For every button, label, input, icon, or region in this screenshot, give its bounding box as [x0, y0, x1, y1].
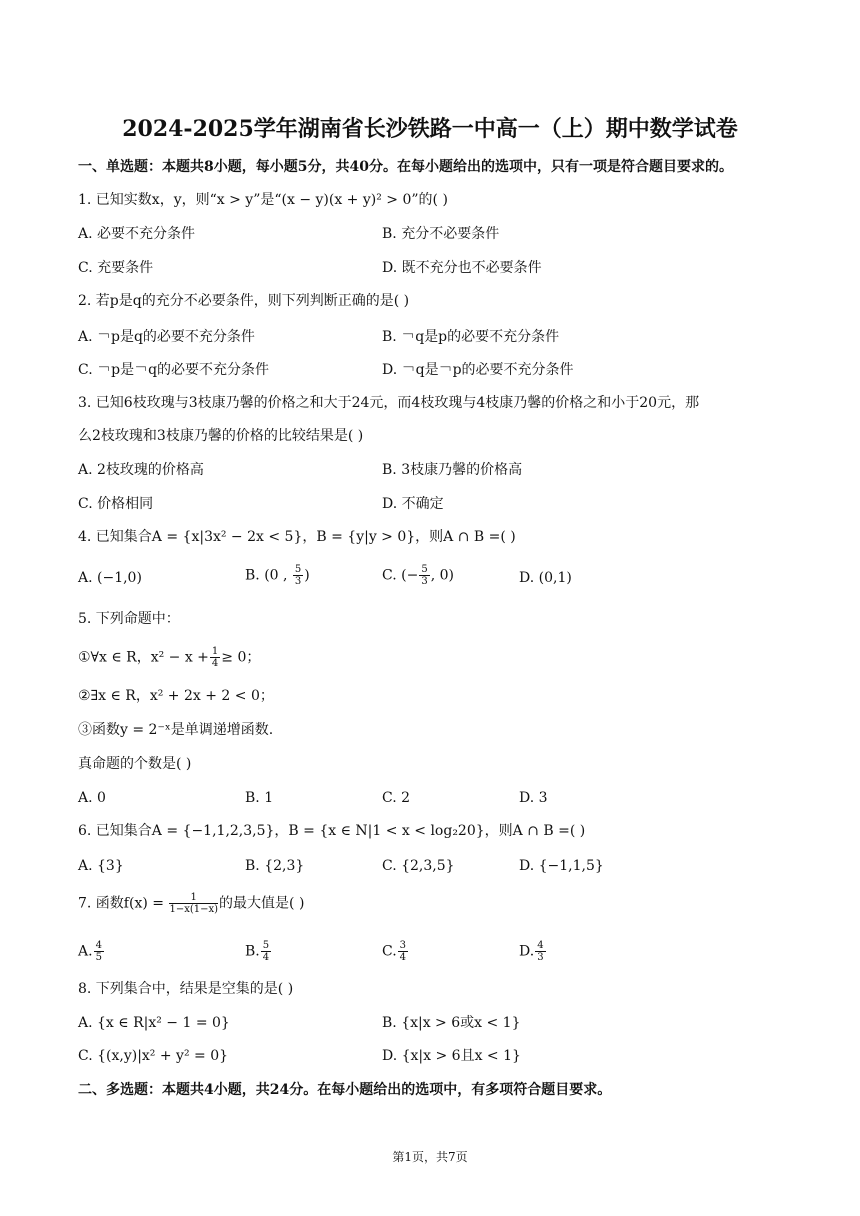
q1-option-b: B. 充分不必要条件: [382, 226, 500, 242]
q8-option-c: C. {(x,y)|x² + y² = 0}: [78, 1048, 229, 1064]
fraction-denominator: 4: [211, 658, 219, 669]
section-heading-multiple-choice: 二、多选题：本题共4小题，共24分。在每小题给出的选项中，有多项符合题目要求。: [78, 1082, 612, 1098]
q3-option-c: C. 价格相同: [78, 496, 154, 512]
q4-option-c-suffix: , 0): [430, 567, 454, 584]
proposition-1-fraction: [210, 646, 220, 669]
q7-option-c: [382, 940, 409, 963]
q4-option-b: [245, 564, 310, 587]
proposition-1-prefix: ①∀x ∈ R，x² − x +: [78, 649, 209, 666]
q6-option-b: B. {2,3}: [245, 858, 305, 874]
option-letter: C.: [382, 943, 397, 960]
q5-option-b: B. 1: [245, 790, 274, 806]
q2-option-c: C. ￢p是￢q的必要不充分条件: [78, 362, 270, 378]
fraction-numerator: 5: [294, 564, 302, 575]
q5-question: 真命题的个数是( ): [78, 756, 192, 772]
question-2-stem: 2. 若p是q的充分不必要条件，则下列判断正确的是( ): [78, 293, 410, 309]
q4-option-c-fraction: [419, 564, 429, 587]
option-letter: B.: [245, 943, 260, 960]
option-letter: A.: [78, 943, 93, 960]
fraction-denominator: 3: [294, 576, 302, 587]
q4-option-c-prefix: C. (−: [382, 567, 419, 584]
q5-proposition-1: [78, 646, 260, 669]
q7-option-d-fraction: [535, 940, 545, 963]
q8-option-b: B. {x|x > 6或x < 1}: [382, 1015, 521, 1031]
fraction-denominator: 3: [537, 952, 544, 963]
fraction-numerator: 4: [537, 940, 544, 951]
q8-option-a: A. {x ∈ R|x² − 1 = 0}: [78, 1015, 230, 1031]
question-5-stem: 5. 下列命题中：: [78, 611, 180, 627]
q3-option-d: D. 不确定: [382, 496, 444, 512]
fraction-denominator: 4: [262, 952, 270, 963]
fraction-denominator: 5: [95, 952, 102, 963]
q5-option-c: C. 2: [382, 790, 411, 806]
q7-option-b: [245, 940, 272, 963]
q3-option-b: B. 3枝康乃馨的价格高: [382, 462, 523, 478]
proposition-1-suffix: ≥ 0；: [221, 649, 261, 666]
fraction-numerator: 5: [421, 564, 428, 575]
q4-option-b-fraction: [293, 564, 303, 587]
q7-option-c-fraction: [398, 940, 408, 963]
q1-option-d: D. 既不充分也不必要条件: [382, 260, 542, 276]
question-3-stem-line1: 3. 已知6枝玫瑰与3枝康乃馨的价格之和大于24元，而4枝玫瑰与4枝康乃馨的价格之和小于20元，那: [78, 395, 700, 411]
q7-option-a-fraction: [94, 940, 104, 963]
fraction-denominator: 1−x(1−x): [169, 904, 219, 915]
q7-option-d: [519, 940, 547, 963]
question-3-stem-line2: 么2枝玫瑰和3枝康乃馨的价格的比较结果是( ): [78, 428, 364, 444]
question-6-stem: 6. 已知集合A = {−1,1,2,3,5}，B = {x ∈ N|1 < x < log₂20}，则A ∩ B =( ): [78, 823, 586, 839]
fraction-numerator: 3: [399, 940, 407, 951]
q4-option-b-prefix: B. (0 ,: [245, 567, 288, 584]
fraction-denominator: 4: [399, 952, 407, 963]
q6-option-a: A. {3}: [78, 858, 124, 874]
q2-option-a: A. ￢p是q的必要不充分条件: [78, 329, 255, 345]
q4-option-c: [382, 564, 454, 587]
q7-stem-prefix: 7. 函数f(x) =: [78, 895, 164, 912]
q5-proposition-2: ②∃x ∈ R，x² + 2x + 2 < 0；: [78, 688, 274, 704]
q7-option-a: [78, 940, 105, 963]
q6-option-c: C. {2,3,5}: [382, 858, 455, 874]
fraction-numerator: 5: [262, 940, 270, 951]
q7-stem-suffix: 的最大值是( ): [219, 895, 305, 912]
section-heading-single-choice: 一、单选题：本题共8小题，每小题5分，共40分。在每小题给出的选项中，只有一项是符合题目要求的。: [78, 159, 733, 175]
q7-fraction: [169, 892, 218, 915]
q5-proposition-3: ③函数y = 2⁻ˣ是单调递增函数.: [78, 722, 274, 738]
q8-option-d: D. {x|x > 6且x < 1}: [382, 1048, 521, 1064]
q1-option-c: C. 充要条件: [78, 260, 154, 276]
q4-option-b-suffix: ): [304, 567, 310, 584]
q5-option-a: A. 0: [78, 790, 106, 806]
q2-option-d: D. ￢q是￢p的必要不充分条件: [382, 362, 574, 378]
q5-option-d: D. 3: [519, 790, 548, 806]
question-8-stem: 8. 下列集合中，结果是空集的是( ): [78, 981, 294, 997]
page-footer: 第1页，共7页: [392, 1150, 468, 1164]
q1-option-a: A. 必要不充分条件: [78, 226, 196, 242]
fraction-denominator: 3: [421, 576, 428, 587]
fraction-numerator: 1: [211, 646, 219, 657]
q2-option-b: B. ￢q是p的必要不充分条件: [382, 329, 560, 345]
q7-option-b-fraction: [261, 940, 271, 963]
q4-option-a: A. (−1,0): [78, 570, 142, 586]
question-4-stem: 4. 已知集合A = {x|3x² − 2x < 5}，B = {y|y > 0}，则A ∩ B =( ): [78, 529, 516, 545]
option-letter: D.: [519, 943, 535, 960]
question-7-stem: [78, 892, 304, 915]
question-1-stem: 1. 已知实数x，y，则“x > y”是“(x − y)(x + y)² > 0”的( ): [78, 192, 448, 208]
fraction-numerator: 1: [169, 892, 218, 904]
q3-option-a: A. 2枝玫瑰的价格高: [78, 462, 204, 478]
q6-option-d: D. {−1,1,5}: [519, 858, 604, 874]
page-title: 2024-2025学年湖南省长沙铁路一中高一（上）期中数学试卷: [122, 116, 738, 142]
q4-option-d: D. (0,1): [519, 570, 572, 586]
fraction-numerator: 4: [95, 940, 102, 951]
